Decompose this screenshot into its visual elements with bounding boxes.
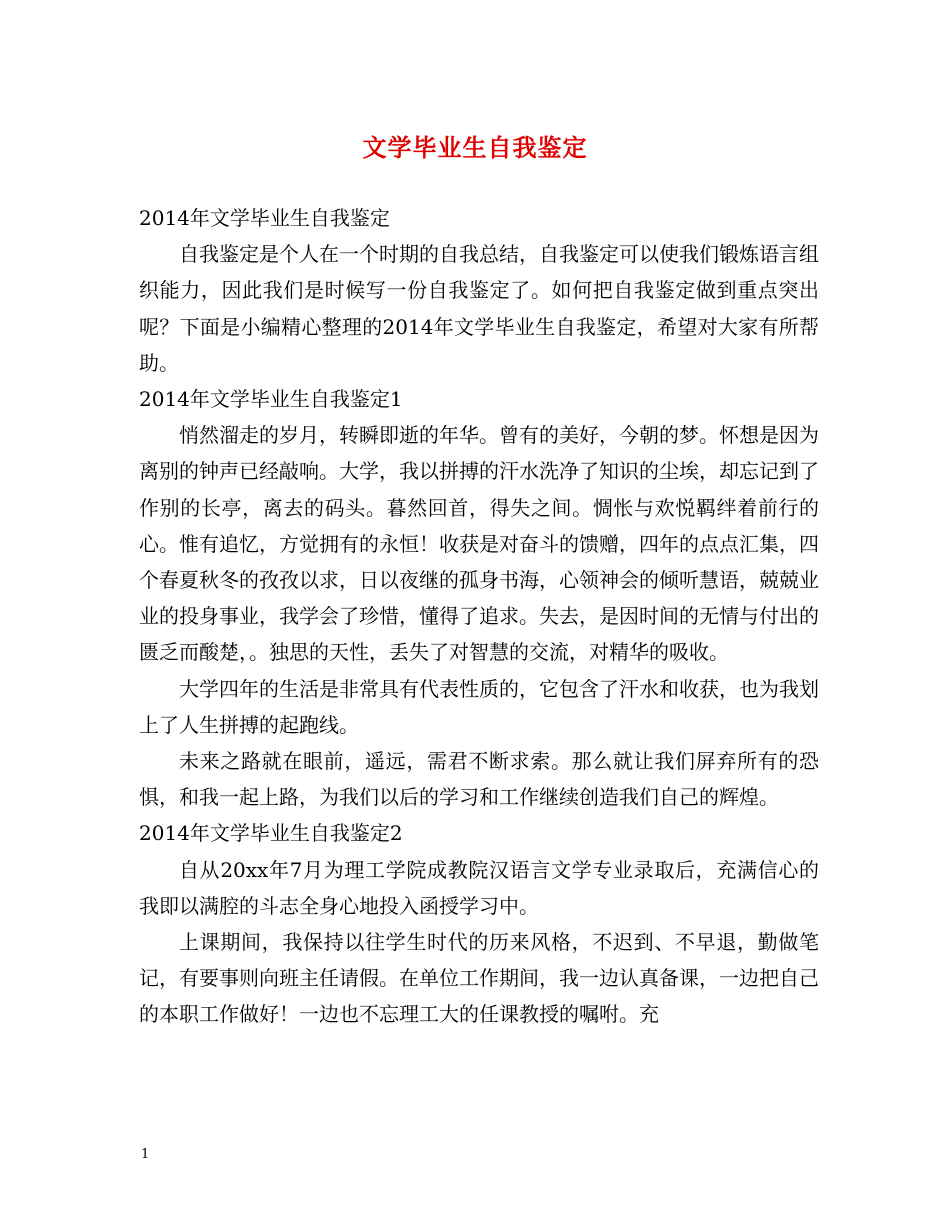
body-paragraph: 自从20xx年7月为理工学院成教院汉语言文学专业录取后，充满信心的我即以满腔的斗志全身心地投入函授学习中。 <box>139 857 819 918</box>
document-body <box>139 200 819 1033</box>
body-paragraph: 未来之路就在眼前，遥远，需君不断求索。那么就让我们屏弃所有的恐惧，和我一起上路，为我们以后的学习和工作继续创造我们自己的辉煌。 <box>139 749 819 810</box>
section-heading: 2014年文学毕业生自我鉴定2 <box>139 821 403 846</box>
section-heading: 2014年文学毕业生自我鉴定 <box>139 206 390 230</box>
page-number: 1 <box>141 1147 150 1162</box>
body-paragraph: 悄然溜走的岁月，转瞬即逝的年华。曾有的美好，今朝的梦。怀想是因为离别的钟声已经敲响。大学，我以拼搏的汗水洗净了知识的尘埃，却忘记到了作别的长亭，离去的码头。暮然回首，得失之间。惆怅与欢悦羁绊着前行的心。惟有追忆，方觉拥有的永恒！收获是对奋斗的馈赠，四年的点点汇集，四个春夏秋冬的孜孜以求，日以夜继的孤身书海，心领神会的倾听慧语，兢兢业业的投身事业，我学会了珍惜，懂得了追求。失去，是因时间的无情与付出的匮乏而酸楚，。独思的天性，丢失了对智慧的交流，对精华的吸收。 <box>139 423 819 665</box>
section-heading: 2014年文学毕业生自我鉴定1 <box>139 387 403 412</box>
document-title: 文学毕业生自我鉴定 <box>362 133 588 162</box>
body-paragraph: 大学四年的生活是非常具有代表性质的，它包含了汗水和收获，也为我划上了人生拼搏的起跑线。 <box>139 676 819 737</box>
body-paragraph: 自我鉴定是个人在一个时期的自我总结，自我鉴定可以使我们锻炼语言组织能力，因此我们是时候写一份自我鉴定了。如何把自我鉴定做到重点突出呢？下面是小编精心整理的2014年文学毕业生自我鉴定，希望对大家有所帮助。 <box>139 242 819 375</box>
body-paragraph: 上课期间，我保持以往学生时代的历来风格，不迟到、不早退，勤做笔记，有要事则向班主任请假。在单位工作期间，我一边认真备课，一边把自己的本职工作做好！一边也不忘理工大的任课教授的嘱咐。充 <box>139 930 819 1027</box>
